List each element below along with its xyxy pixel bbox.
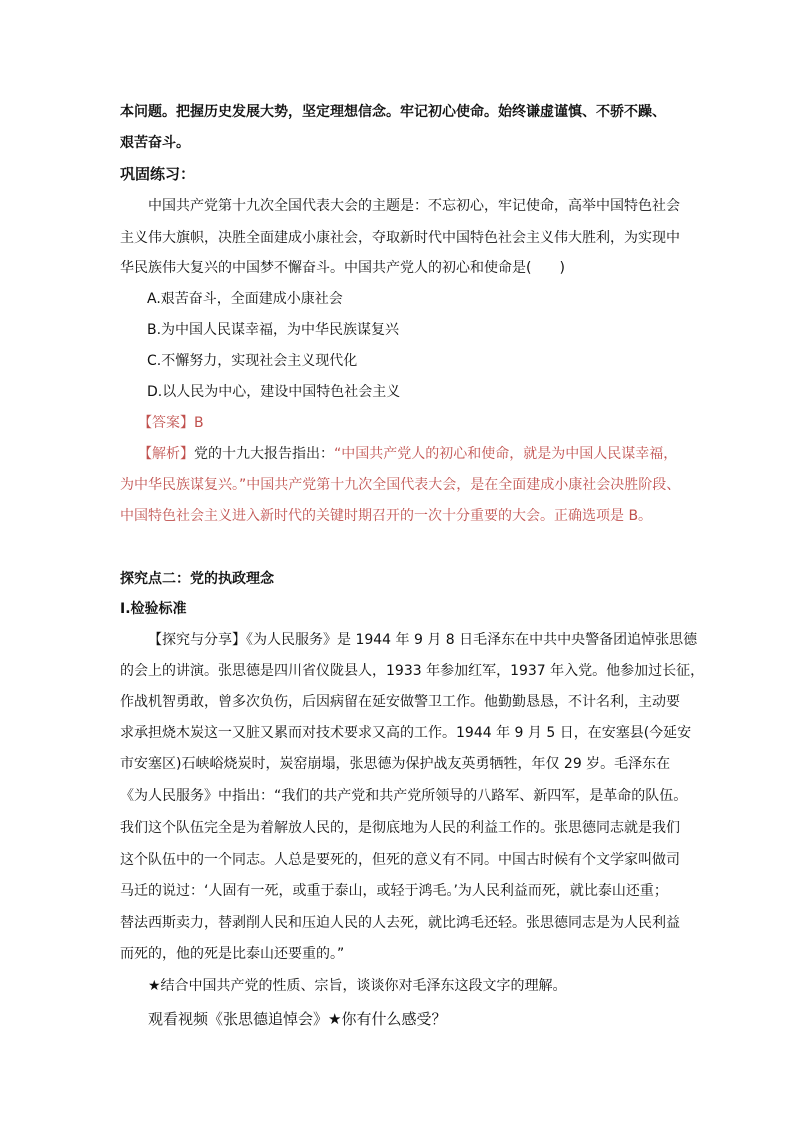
paragraph-line-11: 而死的，他的死是比泰山还要重的。” — [120, 946, 345, 962]
option-b: B.为中国人民谋幸福，为中华民族谋复兴 — [147, 322, 400, 338]
option-d: D.以人民为中心，建设中国特色社会主义 — [147, 384, 401, 400]
question-line-1: 中国共产党第十九次全国代表大会的主题是：不忘初心，牢记使命，高举中国特色社会 — [148, 198, 680, 214]
analysis-line-1-plain: 党的十九大报告指出： — [194, 446, 334, 462]
question-line-3: 华民族伟大复兴的中国梦不懈奋斗。中国共产党人的初心和使命是( ) — [120, 260, 565, 276]
paragraph-line-4: 求承担烧木炭这一又脏又累而对技术要求又高的工作。1944 年 9 月 5 日，在安塞县(今延安 — [120, 725, 692, 741]
question-line-2: 主义伟大旗帜，决胜全面建成小康社会，夺取新时代中国特色社会主义伟大胜利，为实现中 — [120, 230, 680, 246]
paragraph-line-10: 替法西斯卖力，替剥削人民和压迫人民的人去死，就比鸿毛还轻。张思德同志是为人民利益 — [120, 915, 680, 931]
intro-line-1: 本问题。把握历史发展大势，坚定理想信念。牢记初心使命。始终谦虚谨慎、不骄不躁、 — [120, 104, 666, 120]
analysis-line-3: 中国特色社会主义进入新时代的关键时期召开的一次十分重要的大会。正确选项是 B。 — [120, 508, 653, 524]
option-a: A.艰苦奋斗，全面建成小康社会 — [147, 291, 343, 307]
analysis-label: 【解析】 — [138, 446, 194, 462]
task-2: 观看视频《张思德追悼会》★你有什么感受？ — [148, 1010, 447, 1028]
analysis-line-2-quote: 为中华民族谋复兴。” — [120, 477, 247, 493]
paragraph-line-7: 我们这个队伍完全是为着解放人民的，是彻底地为人民的利益工作的。张思德同志就是我们 — [120, 820, 680, 836]
task-1: ★结合中国共产党的性质、宗旨，谈谈你对毛泽东这段文字的理解。 — [148, 978, 567, 994]
paragraph-line-2: 的会上的讲演。张思德是四川省仪陇县人，1933 年参加红军，1937 年入党。他参加过长征， — [120, 663, 705, 679]
option-c: C.不懈努力，实现社会主义现代化 — [147, 353, 358, 369]
analysis-line-1 — [138, 444, 677, 464]
paragraph-line-1: 【探究与分享】《为人民服务》是 1944 年 9 月 8 日毛泽东在中共中央警备团追悼张思德 — [148, 632, 698, 648]
analysis-line-2 — [120, 475, 680, 495]
analysis-line-2-rest: 中国共产党第十九次全国代表大会，是在全面建成小康社会决胜阶段、 — [246, 477, 681, 493]
analysis-line-1-quote: “中国共产党人的初心和使命，就是为中国人民谋幸福， — [334, 446, 678, 462]
paragraph-line-8: 这个队伍中的一个同志。人总是要死的，但死的意义有不同。中国古时候有个文学家叫做司 — [120, 852, 680, 868]
practice-heading: 巩固练习： — [120, 165, 196, 183]
intro-line-2: 艰苦奋斗。 — [120, 135, 190, 151]
answer-value: B — [194, 415, 204, 431]
paragraph-line-9: 马迁的说过：‘人固有一死，或重于泰山，或轻于鸿毛。’为人民利益而死，就比泰山还重； — [120, 883, 668, 899]
paragraph-line-5: 市安塞区)石峡峪烧炭时，炭窑崩塌，张思德为保护战友英勇牺牲，年仅 29 岁。毛泽东在 — [120, 756, 671, 772]
answer-label: 【答案】 — [138, 415, 194, 431]
paragraph-line-6: 《为人民服务》中指出：“我们的共产党和共产党所领导的八路军、新四军，是革命的队伍。 — [120, 788, 688, 804]
section2-subheading: Ⅰ.检验标准 — [120, 601, 187, 617]
answer-line — [138, 413, 204, 433]
section2-heading: 探究点二：党的执政理念 — [120, 571, 274, 587]
paragraph-line-3: 作战机智勇敢，曾多次负伤，后因病留在延安做警卫工作。他勤勤恳恳，不计名利，主动要 — [120, 694, 680, 710]
